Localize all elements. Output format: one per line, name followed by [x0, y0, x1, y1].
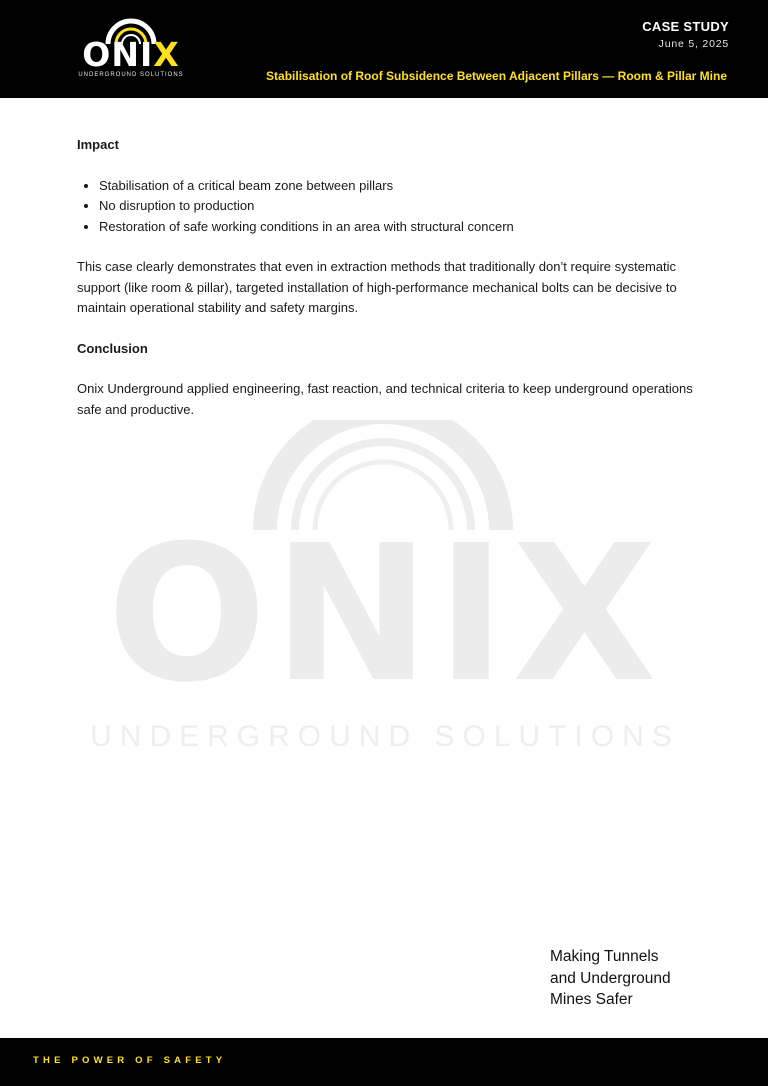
- list-item: • Restoration of safe working conditions in an area with structural concern: [99, 217, 697, 238]
- onix-logo: [78, 16, 184, 82]
- list-item: • No disruption to production: [99, 196, 697, 217]
- watermark-wordmark: ONIX: [106, 505, 664, 724]
- paragraph: Onix Underground applied engineering, fast reaction, and technical criteria to keep underground operations safe and productive.: [77, 381, 693, 417]
- slogan-line: and Underground: [550, 969, 671, 987]
- footer-tagline: THE POWER OF SAFETY: [33, 1055, 227, 1066]
- logo-tagline: UNDERGROUND SOLUTIONS: [78, 72, 184, 78]
- paragraph: This case clearly demonstrates that even in extraction methods that traditionally don’t require systematic support (like room & pillar), targeted installation of high-performance mechanical bolts can be decisive to maintain operational stability and safety margins.: [77, 259, 677, 315]
- case-study-label: CASE STUDY: [642, 19, 729, 34]
- impact-list: [77, 176, 697, 238]
- slogan-line: Making Tunnels: [550, 948, 659, 965]
- slogan-line: Mines Safer: [550, 991, 633, 1008]
- logo-wordmark: ONIX: [82, 35, 180, 74]
- impact-heading: Impact: [77, 137, 119, 152]
- page-header: [0, 0, 768, 98]
- list-item: • Stabilisation of a critical beam zone between pillars: [99, 176, 697, 197]
- document-body: [77, 135, 697, 420]
- case-date: June 5, 2025: [658, 38, 729, 50]
- page-footer: [0, 1038, 768, 1086]
- case-title: Stabilisation of Roof Subsidence Between Adjacent Pillars — Room & Pillar Mine: [266, 69, 727, 83]
- conclusion-heading: Conclusion: [77, 340, 148, 356]
- slogan: [550, 946, 740, 1011]
- watermark-logo: [90, 420, 680, 770]
- watermark-tagline: UNDERGROUND SOLUTIONS: [90, 720, 680, 753]
